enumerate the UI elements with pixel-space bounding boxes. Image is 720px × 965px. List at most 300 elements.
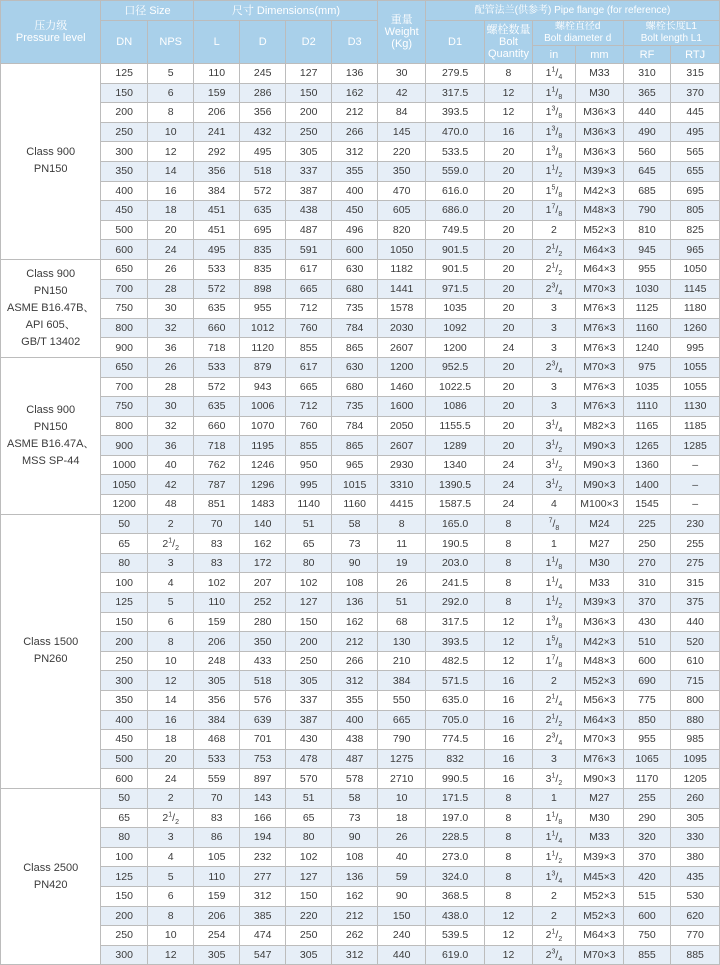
header-l: L	[194, 21, 239, 64]
cell-d1: 324.0	[425, 867, 484, 887]
cell-d: 356	[239, 103, 286, 123]
cell-bolt-qty: 20	[485, 318, 533, 338]
cell-d1: 165.0	[425, 514, 484, 534]
cell-d: 879	[239, 357, 286, 377]
cell-bolt-mm: M24	[576, 514, 624, 534]
cell-bolt-qty: 20	[485, 201, 533, 221]
cell-weight: 1441	[378, 279, 426, 299]
cell-d3: 136	[331, 64, 378, 84]
cell-d: 495	[239, 142, 286, 162]
header-bolt-length-text: 螺栓长度L1 Bolt length L1	[640, 21, 702, 44]
pressure-level-cell: Class 900 PN150 ASME B16.47B、 API 605、 GB/T 13402	[1, 259, 101, 357]
cell-rf: 255	[623, 788, 671, 808]
cell-d2: 102	[286, 573, 331, 593]
cell-nps: 16	[147, 710, 194, 730]
cell-dn: 250	[101, 651, 148, 671]
cell-nps: $2^1/_2$	[147, 534, 194, 554]
cell-d: 1296	[239, 475, 286, 495]
cell-rf: 270	[623, 553, 671, 573]
cell-bolt-mm: M52×3	[576, 220, 624, 240]
cell-d2: 250	[286, 122, 331, 142]
cell-d3: 212	[331, 906, 378, 926]
header-dimensions: 尺寸 Dimensions(mm)	[194, 1, 378, 21]
cell-bolt-in: $3^1/_2$	[532, 769, 575, 789]
cell-rtj: –	[671, 455, 720, 475]
cell-d2: 855	[286, 338, 331, 358]
cell-rtj: 610	[671, 651, 720, 671]
cell-bolt-qty: 8	[485, 573, 533, 593]
cell-weight: 26	[378, 573, 426, 593]
cell-bolt-in: $2^1/_4$	[532, 691, 575, 711]
cell-weight: 51	[378, 593, 426, 613]
cell-bolt-qty: 12	[485, 83, 533, 103]
cell-d1: 1390.5	[425, 475, 484, 495]
cell-d1: 774.5	[425, 730, 484, 750]
cell-d2: 51	[286, 788, 331, 808]
cell-l: 292	[194, 142, 239, 162]
cell-weight: 10	[378, 788, 426, 808]
cell-dn: 150	[101, 612, 148, 632]
cell-bolt-qty: 12	[485, 945, 533, 965]
cell-l: 451	[194, 201, 239, 221]
cell-d3: 162	[331, 612, 378, 632]
cell-nps: 42	[147, 475, 194, 495]
cell-nps: 10	[147, 122, 194, 142]
cell-dn: 125	[101, 64, 148, 84]
cell-d: 897	[239, 769, 286, 789]
table-row	[1, 397, 720, 417]
cell-nps: 48	[147, 495, 194, 515]
cell-d3: 784	[331, 416, 378, 436]
cell-dn: 50	[101, 514, 148, 534]
cell-l: 533	[194, 259, 239, 279]
cell-d2: 478	[286, 749, 331, 769]
header-pressure-level	[1, 1, 101, 64]
cell-weight: 384	[378, 671, 426, 691]
cell-d: 433	[239, 651, 286, 671]
cell-dn: 150	[101, 83, 148, 103]
cell-d3: 312	[331, 671, 378, 691]
cell-d1: 1587.5	[425, 495, 484, 515]
cell-bolt-in: $3^1/_2$	[532, 455, 575, 475]
cell-d1: 197.0	[425, 808, 484, 828]
cell-weight: 145	[378, 122, 426, 142]
cell-weight: 1050	[378, 240, 426, 260]
cell-l: 110	[194, 593, 239, 613]
header-weight-text: 重量 Weight (Kg)	[384, 14, 419, 50]
cell-d3: 784	[331, 318, 378, 338]
cell-bolt-qty: 20	[485, 259, 533, 279]
cell-l: 660	[194, 318, 239, 338]
cell-bolt-in: $1^1/_8$	[532, 808, 575, 828]
cell-bolt-in: $1^5/_8$	[532, 632, 575, 652]
cell-weight: 4415	[378, 495, 426, 515]
cell-bolt-mm: M36×3	[576, 103, 624, 123]
cell-d2: 250	[286, 651, 331, 671]
cell-nps: 18	[147, 730, 194, 750]
cell-nps: 10	[147, 926, 194, 946]
cell-weight: 2607	[378, 338, 426, 358]
cell-d3: 1160	[331, 495, 378, 515]
cell-nps: 40	[147, 455, 194, 475]
cell-dn: 750	[101, 397, 148, 417]
table-row	[1, 240, 720, 260]
cell-l: 787	[194, 475, 239, 495]
cell-l: 102	[194, 573, 239, 593]
cell-bolt-mm: M30	[576, 808, 624, 828]
cell-d1: 559.0	[425, 161, 484, 181]
cell-rf: 790	[623, 201, 671, 221]
cell-rtj: 1180	[671, 299, 720, 319]
header-weight	[378, 1, 426, 64]
table-row	[1, 534, 720, 554]
cell-nps: 6	[147, 83, 194, 103]
cell-bolt-in: $1^1/_4$	[532, 64, 575, 84]
cell-bolt-in: $3^1/_2$	[532, 475, 575, 495]
cell-bolt-qty: 20	[485, 299, 533, 319]
cell-rtj: 530	[671, 886, 720, 906]
cell-rtj: 275	[671, 553, 720, 573]
cell-nps: 20	[147, 220, 194, 240]
cell-weight: 26	[378, 828, 426, 848]
cell-rf: 600	[623, 906, 671, 926]
cell-rf: 1030	[623, 279, 671, 299]
cell-bolt-in: 3	[532, 299, 575, 319]
cell-weight: 1578	[378, 299, 426, 319]
cell-nps: 12	[147, 945, 194, 965]
cell-l: 83	[194, 808, 239, 828]
table-row	[1, 749, 720, 769]
cell-d: 898	[239, 279, 286, 299]
cell-bolt-qty: 8	[485, 64, 533, 84]
table-body	[1, 64, 720, 965]
header-mm: mm	[576, 46, 624, 64]
cell-d3: 487	[331, 749, 378, 769]
cell-bolt-qty: 20	[485, 220, 533, 240]
cell-rtj: 880	[671, 710, 720, 730]
cell-dn: 300	[101, 945, 148, 965]
cell-nps: 28	[147, 279, 194, 299]
cell-bolt-qty: 8	[485, 867, 533, 887]
cell-d3: 630	[331, 259, 378, 279]
cell-nps: 6	[147, 886, 194, 906]
cell-bolt-mm: M64×3	[576, 926, 624, 946]
cell-nps: 8	[147, 632, 194, 652]
header-caliber: 口径 Size	[101, 1, 194, 21]
cell-bolt-qty: 12	[485, 103, 533, 123]
cell-bolt-in: $1^1/_8$	[532, 83, 575, 103]
cell-rf: 1065	[623, 749, 671, 769]
cell-d: 252	[239, 593, 286, 613]
cell-dn: 600	[101, 240, 148, 260]
header-in: in	[532, 46, 575, 64]
cell-bolt-mm: M52×3	[576, 906, 624, 926]
cell-rtj: 440	[671, 612, 720, 632]
cell-d1: 971.5	[425, 279, 484, 299]
cell-d: 172	[239, 553, 286, 573]
cell-l: 851	[194, 495, 239, 515]
cell-bolt-mm: M64×3	[576, 259, 624, 279]
cell-d2: 150	[286, 612, 331, 632]
cell-rtj: 230	[671, 514, 720, 534]
cell-bolt-in: $1^3/_8$	[532, 103, 575, 123]
cell-bolt-qty: 20	[485, 279, 533, 299]
cell-d2: 305	[286, 945, 331, 965]
cell-l: 660	[194, 416, 239, 436]
cell-l: 206	[194, 632, 239, 652]
cell-bolt-in: $2^1/_2$	[532, 710, 575, 730]
cell-rf: 225	[623, 514, 671, 534]
cell-d: 474	[239, 926, 286, 946]
cell-l: 635	[194, 299, 239, 319]
cell-d2: 712	[286, 299, 331, 319]
cell-rf: 420	[623, 867, 671, 887]
cell-dn: 200	[101, 632, 148, 652]
cell-bolt-in: $3^1/_2$	[532, 436, 575, 456]
cell-bolt-qty: 8	[485, 553, 533, 573]
cell-weight: 605	[378, 201, 426, 221]
cell-l: 206	[194, 906, 239, 926]
cell-l: 635	[194, 397, 239, 417]
cell-rf: 490	[623, 122, 671, 142]
cell-bolt-qty: 16	[485, 691, 533, 711]
cell-rf: 1360	[623, 455, 671, 475]
cell-rf: 685	[623, 181, 671, 201]
cell-d2: 665	[286, 377, 331, 397]
cell-bolt-in: $2^3/_4$	[532, 357, 575, 377]
cell-d2: 127	[286, 64, 331, 84]
cell-bolt-in: 3	[532, 397, 575, 417]
table-row	[1, 769, 720, 789]
header-d: D	[239, 21, 286, 64]
cell-bolt-in: $2^1/_2$	[532, 259, 575, 279]
cell-d2: 200	[286, 103, 331, 123]
cell-rtj: 805	[671, 201, 720, 221]
cell-d1: 990.5	[425, 769, 484, 789]
header-pipe-flange: 配管法兰(供参考) Pipe flange (for reference)	[425, 1, 719, 21]
cell-rf: 850	[623, 710, 671, 730]
cell-bolt-qty: 20	[485, 397, 533, 417]
table-row	[1, 220, 720, 240]
cell-weight: 1600	[378, 397, 426, 417]
cell-dn: 100	[101, 573, 148, 593]
cell-bolt-mm: M70×3	[576, 730, 624, 750]
cell-dn: 125	[101, 867, 148, 887]
cell-dn: 125	[101, 593, 148, 613]
cell-rtj: 1055	[671, 377, 720, 397]
cell-nps: 5	[147, 867, 194, 887]
cell-weight: 220	[378, 142, 426, 162]
cell-d3: 90	[331, 828, 378, 848]
table-row	[1, 416, 720, 436]
cell-bolt-qty: 12	[485, 612, 533, 632]
cell-d2: 102	[286, 847, 331, 867]
cell-bolt-mm: M90×3	[576, 436, 624, 456]
cell-d3: 108	[331, 847, 378, 867]
cell-dn: 200	[101, 906, 148, 926]
cell-bolt-in: 2	[532, 671, 575, 691]
cell-l: 110	[194, 64, 239, 84]
cell-bolt-in: 1	[532, 788, 575, 808]
cell-d1: 393.5	[425, 632, 484, 652]
cell-rtj: 305	[671, 808, 720, 828]
cell-bolt-qty: 20	[485, 240, 533, 260]
cell-d: 1246	[239, 455, 286, 475]
cell-bolt-mm: M76×3	[576, 338, 624, 358]
cell-l: 83	[194, 534, 239, 554]
cell-dn: 250	[101, 122, 148, 142]
cell-d2: 950	[286, 455, 331, 475]
cell-d3: 735	[331, 299, 378, 319]
cell-d3: 212	[331, 103, 378, 123]
cell-d2: 150	[286, 83, 331, 103]
cell-l: 572	[194, 279, 239, 299]
cell-rtj: 995	[671, 338, 720, 358]
cell-bolt-mm: M82×3	[576, 416, 624, 436]
header-nps: NPS	[147, 21, 194, 64]
cell-nps: 2	[147, 788, 194, 808]
cell-rf: 1240	[623, 338, 671, 358]
cell-bolt-qty: 16	[485, 671, 533, 691]
cell-bolt-mm: M30	[576, 553, 624, 573]
cell-weight: 8	[378, 514, 426, 534]
cell-d2: 250	[286, 926, 331, 946]
cell-d1: 635.0	[425, 691, 484, 711]
header-bolt-diameter-text: 螺栓直径d Bolt diameter d	[544, 21, 612, 44]
cell-weight: 820	[378, 220, 426, 240]
cell-dn: 65	[101, 534, 148, 554]
header-pressure-level-text: 压力级 Pressure level	[15, 20, 86, 44]
cell-bolt-mm: M36×3	[576, 142, 624, 162]
cell-bolt-mm: M33	[576, 64, 624, 84]
cell-l: 159	[194, 886, 239, 906]
cell-d1: 571.5	[425, 671, 484, 691]
cell-l: 718	[194, 338, 239, 358]
cell-nps: 20	[147, 749, 194, 769]
table-row	[1, 495, 720, 515]
cell-weight: 2050	[378, 416, 426, 436]
cell-d: 232	[239, 847, 286, 867]
cell-d2: 387	[286, 181, 331, 201]
table-row	[1, 612, 720, 632]
cell-d: 955	[239, 299, 286, 319]
cell-d3: 400	[331, 710, 378, 730]
cell-rf: 515	[623, 886, 671, 906]
cell-d1: 832	[425, 749, 484, 769]
cell-weight: 150	[378, 906, 426, 926]
header-rtj: RTJ	[671, 46, 720, 64]
cell-d: 1012	[239, 318, 286, 338]
cell-bolt-mm: M76×3	[576, 397, 624, 417]
cell-bolt-qty: 16	[485, 710, 533, 730]
cell-d: 194	[239, 828, 286, 848]
cell-weight: 11	[378, 534, 426, 554]
cell-dn: 600	[101, 769, 148, 789]
cell-rtj: 1260	[671, 318, 720, 338]
cell-bolt-in: $1^3/_4$	[532, 867, 575, 887]
cell-d: 207	[239, 573, 286, 593]
table-row	[1, 122, 720, 142]
cell-d2: 760	[286, 318, 331, 338]
cell-d2: 760	[286, 416, 331, 436]
cell-l: 468	[194, 730, 239, 750]
cell-bolt-qty: 8	[485, 847, 533, 867]
cell-bolt-in: 1	[532, 534, 575, 554]
cell-d: 639	[239, 710, 286, 730]
cell-dn: 65	[101, 808, 148, 828]
cell-d3: 73	[331, 808, 378, 828]
cell-rtj: 565	[671, 142, 720, 162]
pressure-level-cell: Class 900 PN150 ASME B16.47A、 MSS SP-44	[1, 357, 101, 514]
cell-d3: 438	[331, 730, 378, 750]
header-bolt-diameter	[532, 21, 623, 46]
cell-rf: 310	[623, 573, 671, 593]
cell-d3: 355	[331, 691, 378, 711]
cell-nps: 30	[147, 397, 194, 417]
cell-bolt-in: 3	[532, 749, 575, 769]
cell-nps: 24	[147, 240, 194, 260]
cell-bolt-qty: 20	[485, 161, 533, 181]
table-row	[1, 691, 720, 711]
cell-bolt-qty: 8	[485, 828, 533, 848]
cell-l: 356	[194, 691, 239, 711]
cell-rf: 810	[623, 220, 671, 240]
cell-bolt-in: $2^1/_2$	[532, 926, 575, 946]
cell-dn: 400	[101, 710, 148, 730]
cell-l: 305	[194, 945, 239, 965]
cell-weight: 90	[378, 886, 426, 906]
cell-d3: 865	[331, 338, 378, 358]
table-row	[1, 338, 720, 358]
cell-rtj: 1095	[671, 749, 720, 769]
cell-l: 254	[194, 926, 239, 946]
cell-d1: 279.5	[425, 64, 484, 84]
cell-d: 1070	[239, 416, 286, 436]
cell-d2: 65	[286, 808, 331, 828]
cell-d1: 292.0	[425, 593, 484, 613]
cell-d1: 705.0	[425, 710, 484, 730]
cell-rtj: 770	[671, 926, 720, 946]
table-row	[1, 475, 720, 495]
cell-rtj: 965	[671, 240, 720, 260]
cell-d: 572	[239, 181, 286, 201]
cell-rf: 1165	[623, 416, 671, 436]
cell-d1: 171.5	[425, 788, 484, 808]
cell-nps: 26	[147, 259, 194, 279]
cell-bolt-mm: M42×3	[576, 632, 624, 652]
cell-bolt-mm: M30	[576, 83, 624, 103]
table-row	[1, 103, 720, 123]
cell-weight: 130	[378, 632, 426, 652]
cell-rtj: 380	[671, 847, 720, 867]
cell-d2: 487	[286, 220, 331, 240]
cell-bolt-in: 2	[532, 886, 575, 906]
pressure-level-cell: Class 1500 PN260	[1, 514, 101, 788]
cell-weight: 59	[378, 867, 426, 887]
cell-d: 701	[239, 730, 286, 750]
header-rf: RF	[623, 46, 671, 64]
cell-bolt-mm: M48×3	[576, 651, 624, 671]
cell-d: 143	[239, 788, 286, 808]
cell-d: 166	[239, 808, 286, 828]
cell-d3: 630	[331, 357, 378, 377]
cell-nps: 8	[147, 103, 194, 123]
table-row	[1, 710, 720, 730]
cell-rtj: 1205	[671, 769, 720, 789]
cell-bolt-in: $2^1/_2$	[532, 240, 575, 260]
cell-d2: 855	[286, 436, 331, 456]
table-row	[1, 847, 720, 867]
